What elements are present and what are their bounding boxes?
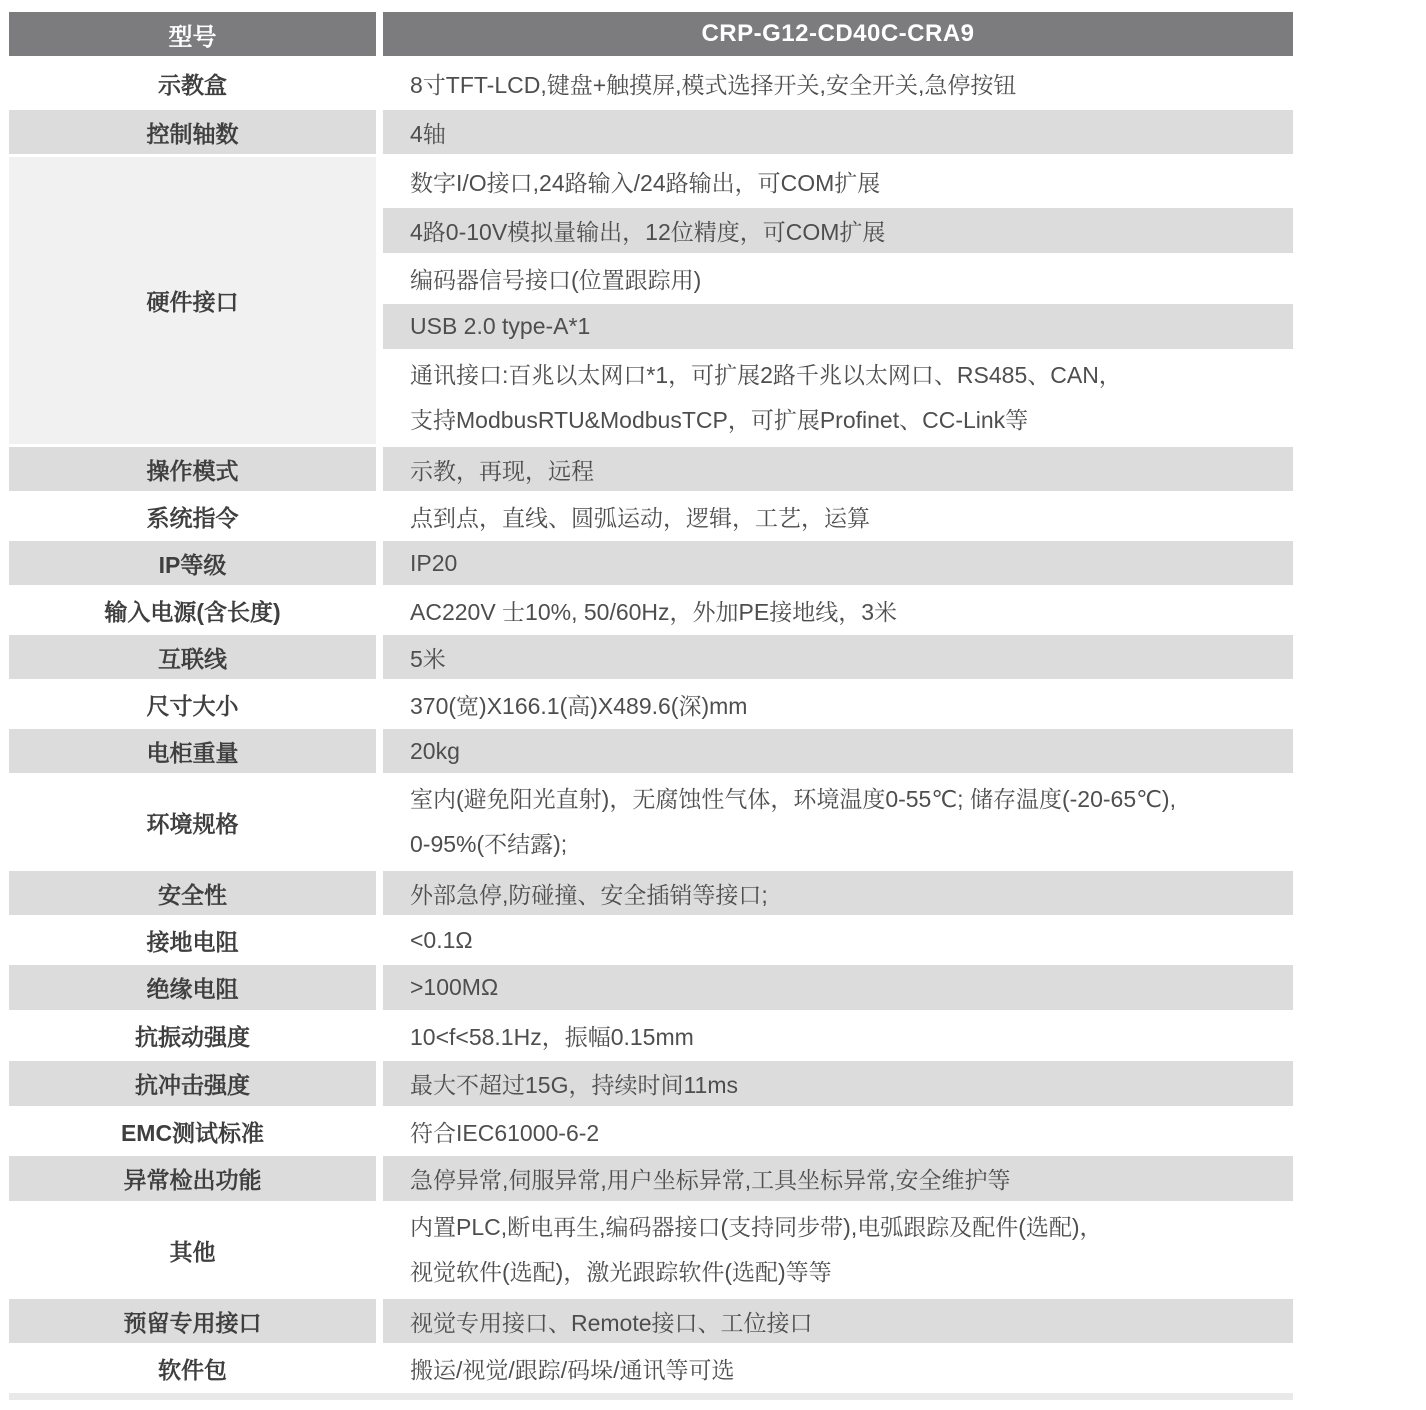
row-label: 其他 [9,1204,376,1296]
model-header-label: 型号 [9,12,376,56]
spec-row-system-commands [9,494,1293,538]
spec-row-ground-resistance [9,918,1293,962]
spec-table [9,12,1293,1400]
row-value: <0.1Ω [383,918,1293,962]
row-label: IP等级 [9,541,376,585]
spec-row-input-power [9,588,1293,632]
hardware-item: 数字I/O接口,24路输入/24路输出，可COM扩展 [383,157,1293,205]
group-items [383,157,1293,444]
spec-group-hardware-interface [9,157,1293,444]
row-value [383,1204,1293,1296]
row-value: 急停异常,伺服异常,用户坐标异常,工具坐标异常,安全维护等 [383,1156,1293,1201]
row-value: 10<f<58.1Hz，振幅0.15mm [383,1013,1293,1058]
row-value [383,776,1293,868]
row-value: IP20 [383,541,1293,585]
spec-row-shock-resistance [9,1061,1293,1106]
spec-row-safety [9,871,1293,915]
row-value-line: 0-95%(不结露); [410,831,568,857]
row-value: 8寸TFT-LCD,键盘+触摸屏,模式选择开关,安全开关,急停按钮 [383,59,1293,107]
row-value: 370(宽)X166.1(高)X489.6(深)mm [383,682,1293,726]
row-label: 系统指令 [9,494,376,538]
row-label: 抗振动强度 [9,1013,376,1058]
hardware-item: USB 2.0 type-A*1 [383,304,1293,349]
spec-row-software-package [9,1346,1293,1390]
row-label: 电柜重量 [9,729,376,773]
row-label: 输入电源(含长度) [9,588,376,632]
row-value: 符合IEC61000-6-2 [383,1109,1293,1153]
spec-row-environment-spec [9,776,1293,868]
spec-row-control-axes [9,110,1293,154]
hardware-item: 编码器信号接口(位置跟踪用) [383,256,1293,301]
row-label: 控制轴数 [9,110,376,154]
group-label: 硬件接口 [9,157,376,444]
row-label: 安全性 [9,871,376,915]
spec-row-emc-standard [9,1109,1293,1153]
row-value: 4轴 [383,110,1293,154]
row-value-line: 视觉软件(选配)，激光跟踪软件(选配)等等 [410,1259,832,1285]
spec-row-others [9,1204,1293,1296]
row-label: 异常检出功能 [9,1156,376,1201]
row-value-line: 内置PLC,断电再生,编码器接口(支持同步带),电弧跟踪及配件(选配)， [410,1214,1103,1240]
row-label: EMC测试标准 [9,1109,376,1153]
spec-row-dimensions [9,682,1293,726]
spec-row-insulation-resistance [9,965,1293,1010]
row-label: 接地电阻 [9,918,376,962]
row-label: 软件包 [9,1346,376,1390]
hardware-item [383,352,1293,444]
row-label: 预留专用接口 [9,1299,376,1343]
spec-row-operation-mode [9,447,1293,491]
row-label: 操作模式 [9,447,376,491]
row-label: 绝缘电阻 [9,965,376,1010]
row-value: 外部急停,防碰撞、安全插销等接口; [383,871,1293,915]
spec-row-anomaly-detection [9,1156,1293,1201]
spec-row-reserved-interfaces [9,1299,1293,1343]
row-value: 5米 [383,635,1293,679]
row-label: 抗冲击强度 [9,1061,376,1106]
partial-row-strip [9,1393,1293,1400]
row-value: 示教，再现，远程 [383,447,1293,491]
spec-row-ip-rating [9,541,1293,585]
row-value: 点到点，直线、圆弧运动，逻辑，工艺，运算 [383,494,1293,538]
table-header-row [9,12,1293,56]
row-value-line: 室内(避免阳光直射)，无腐蚀性气体，环境温度0-55℃; 储存温度(-20-65℃), [410,786,1176,812]
hardware-item-line: 支持ModbusRTU&ModbusTCP，可扩展Profinet、CC-Link等 [410,407,1029,433]
row-value: AC220V 士10%, 50/60Hz，外加PE接地线，3米 [383,588,1293,632]
row-label: 尺寸大小 [9,682,376,726]
spec-row-cabinet-weight [9,729,1293,773]
row-label: 示教盒 [9,59,376,107]
hardware-item-line: 通讯接口:百兆以太网口*1，可扩展2路千兆以太网口、RS485、CAN， [410,362,1122,388]
row-value: 20kg [383,729,1293,773]
model-number: CRP-G12-CD40C-CRA9 [383,12,1293,56]
spec-row-vibration-resistance [9,1013,1293,1058]
row-value: 视觉专用接口、Remote接口、工位接口 [383,1299,1293,1343]
hardware-item: 4路0-10V模拟量输出，12位精度，可COM扩展 [383,208,1293,253]
row-value: >100MΩ [383,965,1293,1010]
row-label: 互联线 [9,635,376,679]
spec-row-interconnect-cable [9,635,1293,679]
row-label: 环境规格 [9,776,376,868]
spec-row-teach-pendant [9,59,1293,107]
row-value: 最大不超过15G，持续时间11ms [383,1061,1293,1106]
row-value: 搬运/视觉/跟踪/码垛/通讯等可选 [383,1346,1293,1390]
